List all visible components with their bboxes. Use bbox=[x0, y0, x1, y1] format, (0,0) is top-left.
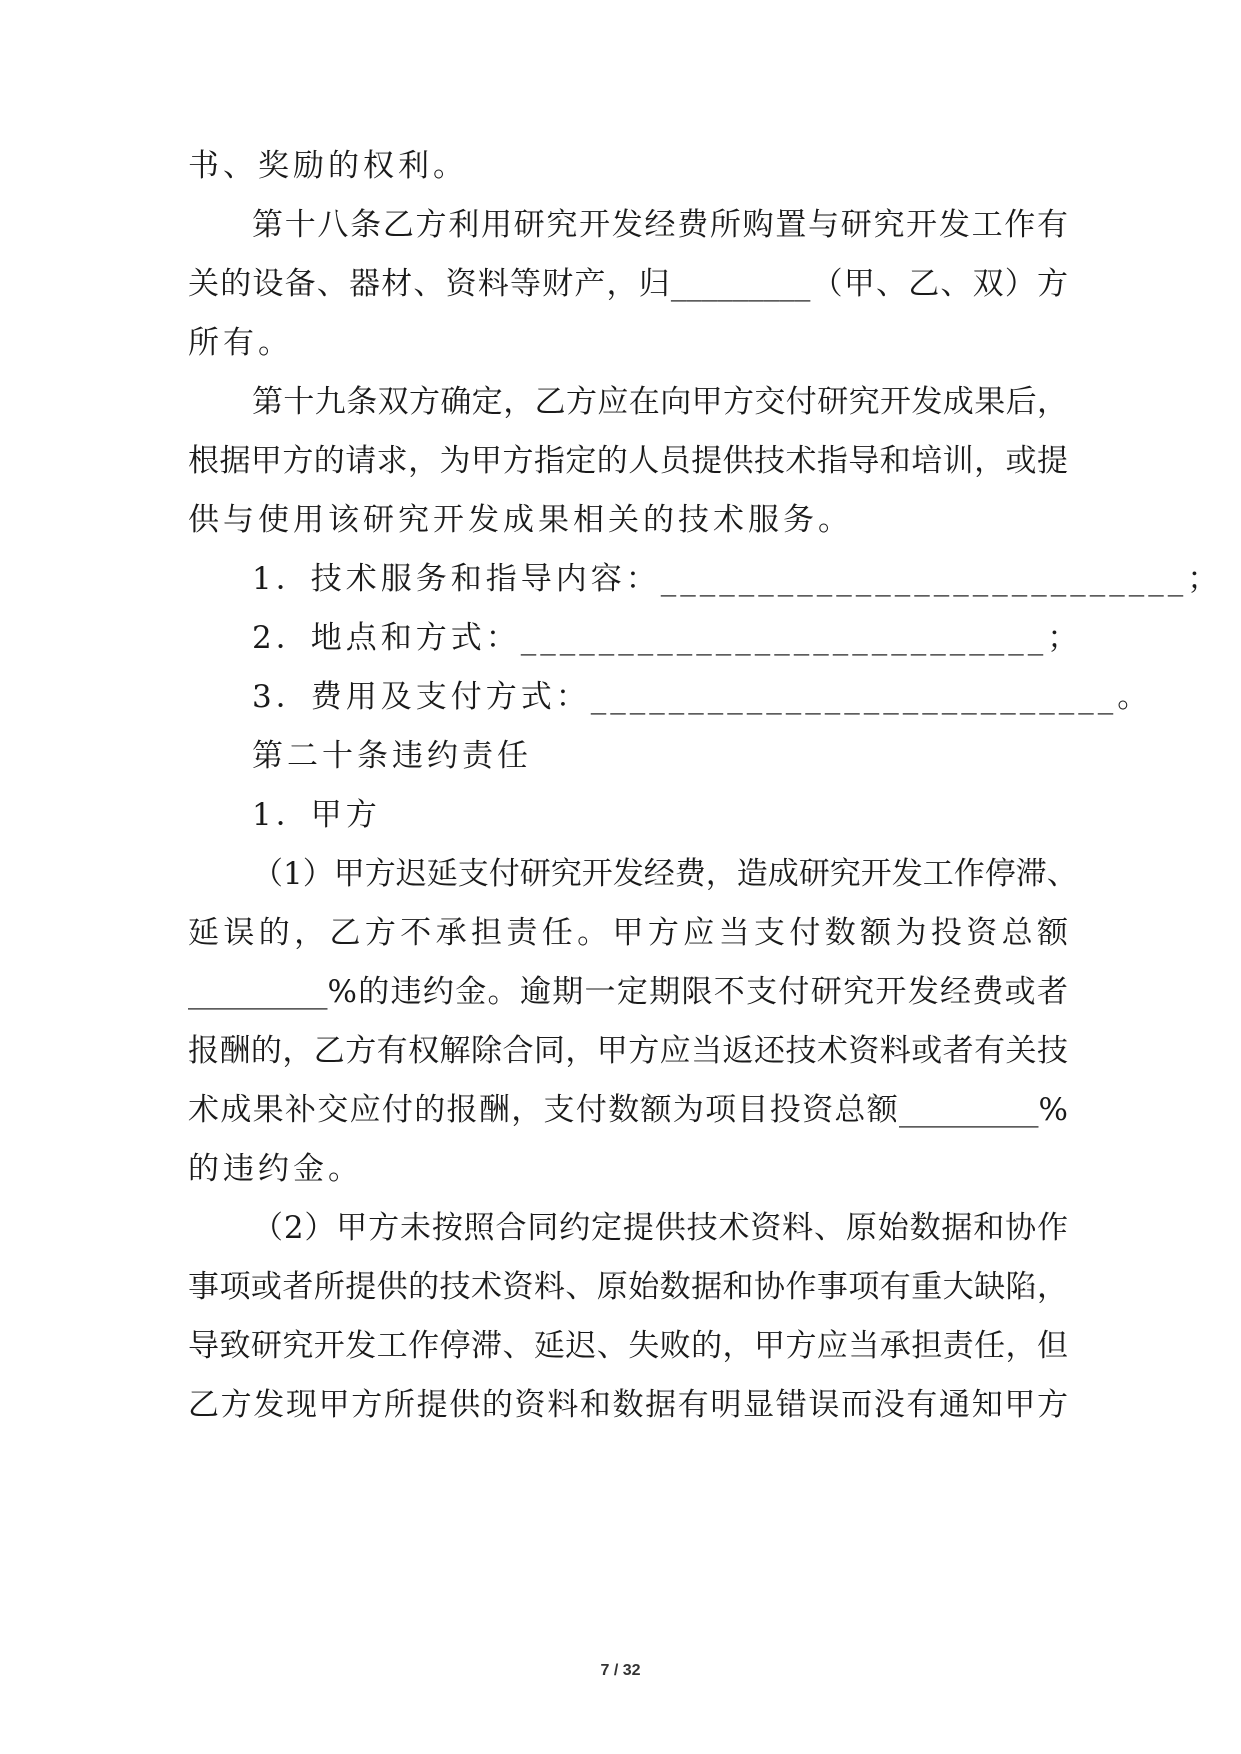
text-line: 供与使用该研究开发成果相关的技术服务。 bbox=[188, 502, 853, 538]
subsection-heading: 1．甲方 bbox=[252, 797, 381, 833]
text-line: 事项或者所提供的技术资料、原始数据和协作事项有重大缺陷， bbox=[188, 1269, 1068, 1305]
text-line: 报酬的，乙方有权解除合同，甲方应当返还技术资料或者有关技 bbox=[188, 1033, 1068, 1069]
text-line: 所有。 bbox=[188, 325, 293, 361]
text-line: 导致研究开发工作停滞、延迟、失败的，甲方应当承担责任，但 bbox=[188, 1328, 1068, 1364]
text-line: 书、奖励的权利。 bbox=[188, 148, 468, 184]
text-line: 1．技术服务和指导内容：___________________________； bbox=[252, 561, 1223, 597]
text-line: 关的设备、器材、资料等财产，归_________（甲、乙、双）方 bbox=[188, 266, 1068, 302]
text-line: （2）甲方未按照合同约定提供技术资料、原始数据和协作 bbox=[252, 1210, 1068, 1246]
text-line: 的违约金。 bbox=[188, 1151, 363, 1187]
text-line: 术成果补交应付的报酬，支付数额为项目投资总额_________% bbox=[188, 1092, 1068, 1128]
text-line: 延误的，乙方不承担责任。甲方应当支付数额为投资总额 bbox=[188, 915, 1068, 951]
page-number: 7 / 32 bbox=[600, 1662, 641, 1679]
text-line: 乙方发现甲方所提供的资料和数据有明显错误而没有通知甲方 bbox=[188, 1387, 1068, 1423]
text-line: 第十八条乙方利用研究开发经费所购置与研究开发工作有 bbox=[252, 207, 1068, 243]
text-line: 根据甲方的请求，为甲方指定的人员提供技术指导和培训，或提 bbox=[188, 443, 1068, 479]
text-line: 3．费用及支付方式：___________________________。 bbox=[252, 679, 1153, 715]
section-heading: 第二十条违约责任 bbox=[252, 738, 532, 774]
text-line: 2．地点和方式：___________________________； bbox=[252, 620, 1083, 656]
text-line: _________%的违约金。逾期一定期限不支付研究开发经费或者 bbox=[188, 974, 1068, 1010]
text-line: （1）甲方迟延支付研究开发经费，造成研究开发工作停滞、 bbox=[252, 856, 1078, 892]
text-line: 第十九条双方确定，乙方应在向甲方交付研究开发成果后， bbox=[252, 384, 1068, 420]
